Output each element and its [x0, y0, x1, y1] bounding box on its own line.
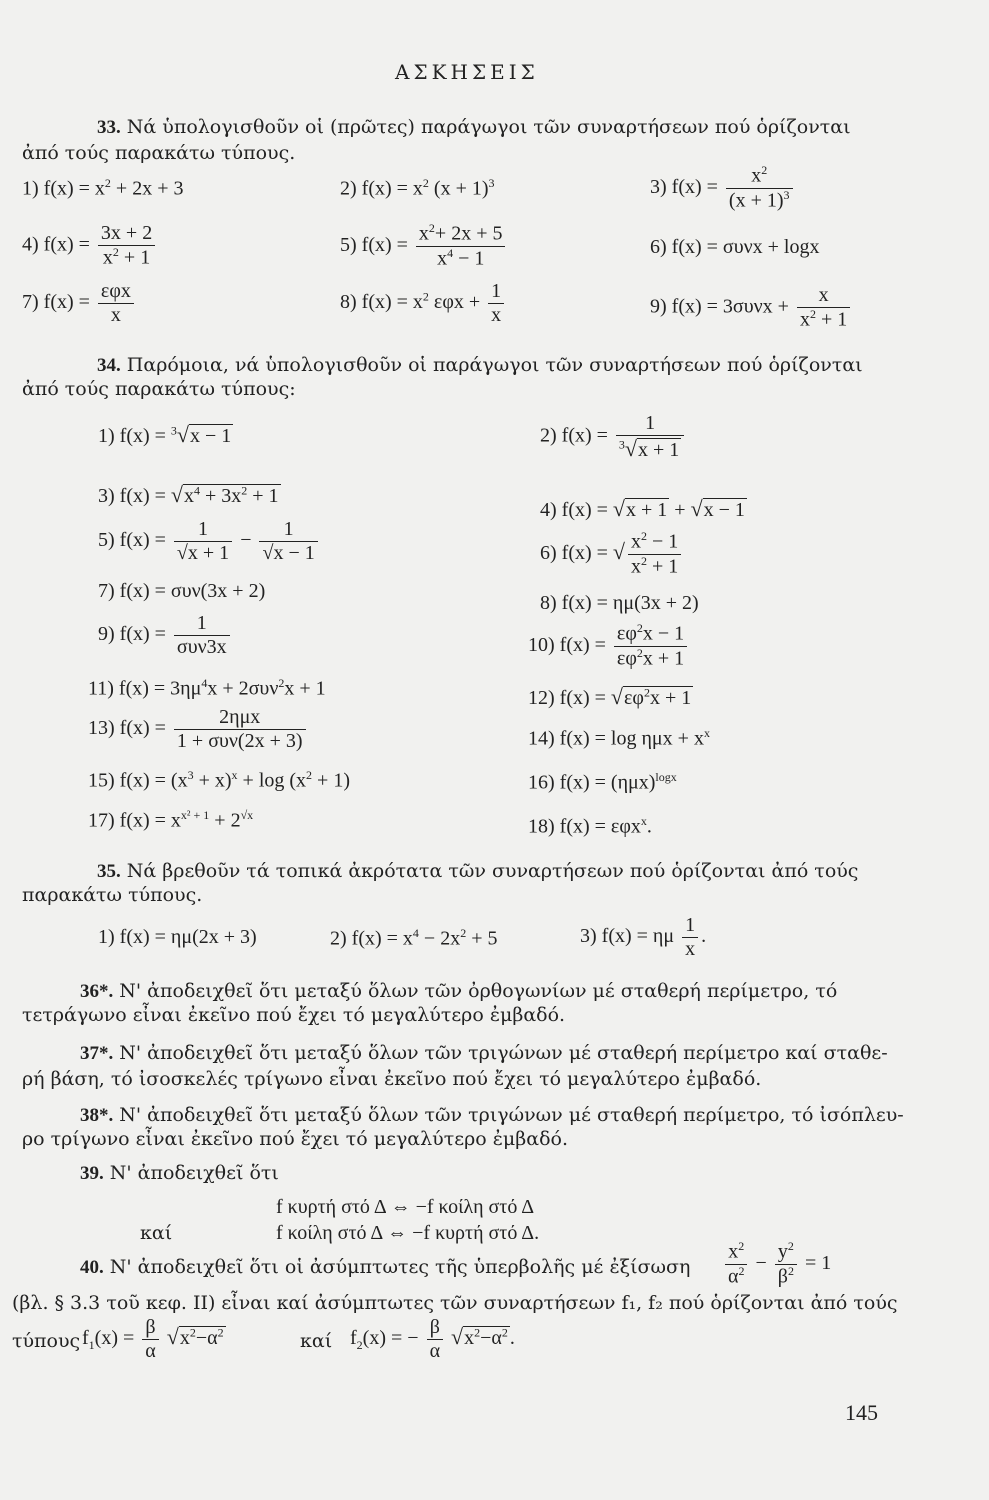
ex34-text1: Παρόμοια, νά ὑπολογισθοῦν οἱ παράγωγοι τῶν συναρτήσεων πού ὁρίζονται	[126, 354, 863, 376]
ex40-line1	[80, 1256, 690, 1279]
ex37-line1	[80, 1042, 888, 1065]
ex34-item7: 7) f(x) = συν(3x + 2)	[98, 580, 266, 602]
ex36-text1: Ν' ἀποδειχθεῖ ὅτι μεταξύ ὅλων τῶν ὀρθογωνίων μέ σταθερή περίμετρο, τό	[119, 980, 838, 1002]
ex35-item1: 1) f(x) = ημ(2x + 3)	[98, 926, 257, 948]
ex34-item3: 3) $f(x) = √x^4 + 3x^2 + 1$	[98, 482, 279, 507]
ex33-item4: 4) f(x) = $\frac{3x + 2}{x^2 + 1}$	[22, 222, 158, 270]
ex33-item7: 7) f(x) = $\frac{\text{εφx}}{x}$	[22, 280, 137, 327]
ex34-text2: ἀπό τούς παρακάτω τύπους:	[22, 378, 296, 400]
ex36-line1	[80, 980, 837, 1003]
ex35-number: 35.	[97, 861, 121, 882]
ex39-line1	[80, 1162, 279, 1185]
ex39-number: 39.	[80, 1163, 104, 1184]
ex33-line1	[97, 116, 851, 139]
ex38-text1: Ν' ἀποδειχθεῖ ὅτι μεταξύ ὅλων τῶν τριγώνων μέ σταθερή περίμετρο, τό ἰσόπλευ-	[119, 1104, 904, 1126]
ex34-item11: 11) $f(x) = 3\eta\mu^4x + 2\sigma\upsilon\nu^2x + 1$	[88, 676, 326, 700]
ex35-item2: 2) $f(x) = x^4 - 2x^2 + 5$	[330, 926, 498, 950]
ex36-text2: τετράγωνο εἶναι ἐκεῖνο πού ἔχει τό μεγαλύτερο ἐμβαδό.	[22, 1004, 566, 1026]
ex34-item16: 16) $f(x) = (\eta\mu x)^{logx}$	[528, 770, 677, 794]
ex40-text2: (βλ. § 3.3 τοῦ κεφ. ΙΙ) εἶναι καί ἀσύμπτωτες τῶν συναρτήσεων f₁, f₂ πού ὁρίζονται ἀπό τούς	[12, 1292, 898, 1314]
ex34-item18: 18) f(x) = εφx$^x$.	[528, 814, 652, 838]
ex34-item9: 9) f(x) = $\frac{1}{\text{συν3x}}$	[98, 612, 233, 659]
ex34-item10: 10) f(x) = $\frac{\varepsilon\varphi^2x - 1}{\varepsilon\varphi^2x + 1}$	[528, 622, 690, 670]
ex38-text2: ρο τρίγωνο εἶναι ἐκεῖνο πού ἔχει τό μεγαλύτερο ἐμβαδό.	[22, 1128, 569, 1150]
ex34-item8: 8) f(x) = ημ(3x + 2)	[540, 592, 699, 614]
ex34-item12: 12) $f(x) = √\varepsilon\varphi^2x + 1$	[528, 684, 692, 709]
ex33-item1-text	[0, 0, 1, 1]
ex33-number: 33.	[97, 117, 121, 138]
ex34-number: 34.	[97, 355, 121, 376]
ex34-item5: 5) f(x) = $\frac{1}{√x + 1}$ − $\frac{1}{√x - 1}$	[98, 518, 321, 565]
ex34-item15: 15) $f(x) = (x^3 + x)^x + \log (x^2 + 1)$	[88, 768, 350, 792]
ex33-item8: 8) $f(x) = x^2$ εφx + $\frac{1}{x}$	[340, 280, 507, 327]
ex40-kai: καί	[300, 1330, 333, 1352]
ex37-number: 37*.	[80, 1043, 114, 1064]
ex37-text2: ρή βάση, τό ἰσοσκελές τρίγωνο εἶναι ἐκεῖνο πού ἔχει τό μεγαλύτερο ἐμβαδό.	[22, 1068, 762, 1090]
ex34-item4: 4) f(x) = √x + 1 + √x − 1	[540, 496, 745, 521]
ex38-line1	[80, 1104, 904, 1127]
ex34-item13: 13) f(x) = $\frac{\text{2ημx}}{\text{1 + συν(2x + 3)}}$	[88, 706, 309, 753]
ex40-hyperbola-equation: $\frac{x^2}{\alpha^2}$ − $\frac{y^2}{\beta^2}$ = 1	[722, 1240, 831, 1288]
ex33-text2: ἀπό τούς παρακάτω τύπους.	[22, 142, 296, 164]
ex40-text3: τύπους	[12, 1330, 81, 1352]
ex40-text1: Ν' ἀποδειχθεῖ ὅτι οἱ ἀσύμπτωτες τῆς ὑπερβολῆς μέ ἐξίσωση	[109, 1256, 691, 1278]
ex40-number: 40.	[80, 1257, 104, 1278]
ex33-item6: 6) f(x) = συνx + logx	[650, 236, 820, 258]
ex40-f1: $f_1(x)$ = $\frac{\beta}{\alpha}$ $√x^2-\alpha^2$	[82, 1316, 224, 1362]
ex34-line1	[97, 354, 863, 377]
ex39-statement1: f κυρτή στό Δ ⇔ −f κοίλη στό Δ	[276, 1196, 535, 1218]
ex36-number: 36*.	[80, 981, 114, 1002]
page-heading: ΑΣΚΗΣΕΙΣ	[395, 60, 539, 84]
ex34-item2: 2) f(x) = $\frac{1}{^3√x + 1}$	[540, 412, 687, 462]
ex35-item3: 3) f(x) = ημ $\frac{1}{x}$ .	[580, 914, 707, 960]
ex35-line1	[97, 860, 858, 883]
ex35-text1: Νά βρεθοῦν τά τοπικά ἀκρότατα τῶν συναρτήσεων πού ὁρίζονται ἀπό τούς	[126, 860, 859, 882]
ex33-item1: 1) $f(x) = x^2 + 2x + 3$	[22, 176, 184, 200]
ex33-item2: 2) $f(x) = x^2$ $(x + 1)^3$	[340, 176, 495, 200]
ex33-item3: 3) f(x) = $\frac{x^2}{(x + 1)^3}$	[650, 164, 796, 212]
ex38-number: 38*.	[80, 1105, 114, 1126]
ex39-text1: Ν' ἀποδειχθεῖ ὅτι	[109, 1162, 279, 1184]
ex34-item17: 17) $f(x) = x^{x^2 + 1} + 2^{√x}$	[88, 808, 254, 832]
ex33-item5: 5) f(x) = $\frac{x^2+ 2x + 5}{x^4 - 1}$	[340, 222, 508, 270]
ex33-item9: 9) f(x) = 3συνx + $\frac{x}{x^2 + 1}$	[650, 284, 853, 332]
ex34-item14: 14) $f(x) = \log \eta\mu x + x^x$	[528, 726, 710, 750]
ex39-statement2: f κοίλη στό Δ ⇔ −f κυρτή στό Δ.	[276, 1222, 540, 1244]
ex37-text1: Ν' ἀποδειχθεῖ ὅτι μεταξύ ὅλων τῶν τριγώνων μέ σταθερή περίμετρο καί σταθε-	[119, 1042, 888, 1064]
ex40-f2: $f_2(x)$ = − $\frac{\beta}{\alpha}$ $√x^2-\alpha^2$ .	[350, 1316, 515, 1362]
ex34-item6: 6) f(x) = √ $\frac{x^2 - 1}{x^2 + 1}$	[540, 530, 684, 578]
ex33-text1: Νά ὑπολογισθοῦν οἱ (πρῶτες) παράγωγοι τῶν συναρτήσεων πού ὁρίζονται	[126, 116, 851, 138]
ex35-text2: παρακάτω τύπους.	[22, 884, 203, 906]
ex34-item1: 1) f(x) = $^3$√x − 1	[98, 422, 232, 447]
page-number: 145	[845, 1400, 878, 1425]
ex39-kai: καί	[140, 1222, 173, 1244]
